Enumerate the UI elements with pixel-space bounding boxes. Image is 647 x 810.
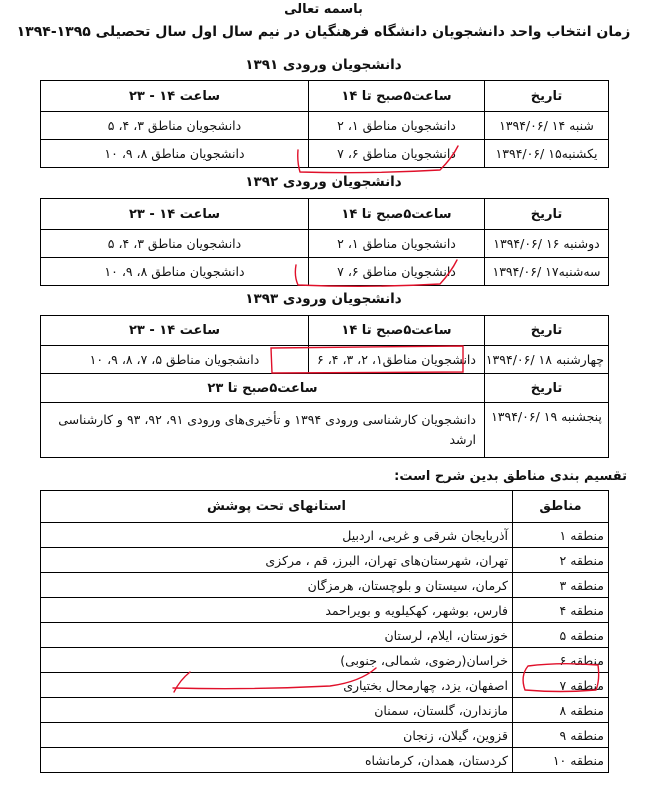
afternoon-cell: دانشجویان مناطق ۸، ۹، ۱۰ [41,258,309,286]
basmala: باسمه تعالی [284,2,363,17]
region-provinces: آذربایجان شرقی و غربی، اردبیل [41,523,513,548]
regions-intro: تقسیم بندی مناطق بدین شرح است: [394,469,627,484]
afternoon-cell: دانشجویان مناطق ۸، ۹، ۱۰ [41,140,309,168]
region-provinces: خراسان(رضوی، شمالی، جنوبی) [41,648,513,673]
col-header-date: تاریخ [485,81,609,112]
table-row [41,573,609,598]
morning-cell: دانشجویان مناطق ۱، ۲ [309,230,485,258]
afternoon-cell: دانشجویان مناطق ۳، ۴، ۵ [41,112,309,140]
table-row [41,140,609,168]
region-provinces: قزوین، گیلان، زنجان [41,723,513,748]
date-cell: چهارشنبه ۱۸ /۱۳۹۴/۰۶ [485,346,609,374]
schedule-table-1393 [40,315,609,458]
date-cell: شنبه ۱۴ /۱۳۹۴/۰۶ [485,112,609,140]
date-cell: سه‌شنبه۱۷ /۱۳۹۴/۰۶ [485,258,609,286]
table-row [41,748,609,773]
region-name: منطقه ۳ [513,573,609,598]
col-header-date: تاریخ [485,199,609,230]
cohort-1392-title: دانشجویان ورودی ۱۳۹۲ [245,174,402,190]
region-name: منطقه ۲ [513,548,609,573]
afternoon-cell: دانشجویان مناطق ۳، ۴، ۵ [41,230,309,258]
region-provinces: فارس، بوشهر، کهکیلویه و بویراحمد [41,598,513,623]
cohort-1393-title: دانشجویان ورودی ۱۳۹۳ [245,291,402,307]
cohort-1391-title: دانشجویان ورودی ۱۳۹۱ [245,57,402,73]
region-provinces: تهران، شهرستان‌های تهران، البرز، قم ، مرکزی [41,548,513,573]
region-name: منطقه ۸ [513,698,609,723]
table-row [41,673,609,698]
col-header-region: مناطق [513,491,609,523]
region-name: منطقه ۱۰ [513,748,609,773]
region-name: منطقه ۹ [513,723,609,748]
table-row [41,523,609,548]
table-row [41,623,609,648]
morning-cell: دانشجویان مناطق ۱، ۲ [309,112,485,140]
morning-cell: دانشجویان مناطق۱، ۲، ۳، ۴، ۶ [309,346,485,374]
col-header-afternoon: ساعت ۱۴ - ۲۳ [41,316,309,346]
col-header-date: تاریخ [485,316,609,346]
col-header-morning: ساعت۵صبح تا ۱۴ [309,199,485,230]
morning-cell: دانشجویان مناطق ۶، ۷ [309,140,485,168]
region-provinces: کرمان، سیستان و بلوچستان، هرمزگان [41,573,513,598]
region-name: منطقه ۵ [513,623,609,648]
row2-description: دانشجویان کارشناسی ورودی ۱۳۹۴ و تأخیری‌های ورودی ۹۱، ۹۲، ۹۳ و کارشناسی ارشد [41,403,485,458]
table-row [41,230,609,258]
date-cell: یکشنبه۱۵ /۱۳۹۴/۰۶ [485,140,609,168]
table-row [41,258,609,286]
region-name: منطقه ۱ [513,523,609,548]
region-name: منطقه ۶ [513,648,609,673]
region-provinces: مازندارن، گلستان، سمنان [41,698,513,723]
date-cell: پنجشنبه ۱۹ /۱۳۹۴/۰۶ [485,403,609,458]
col-header-provinces: استانهای تحت پوشش [41,491,513,523]
afternoon-cell: دانشجویان مناطق ۵، ۷، ۸، ۹، ۱۰ [41,346,309,374]
row2-date-header: تاریخ [485,374,609,403]
col-header-morning: ساعت۵صبح تا ۱۴ [309,81,485,112]
col-header-afternoon: ساعت ۱۴ - ۲۳ [41,199,309,230]
region-provinces: خوزستان، ایلام، لرستان [41,623,513,648]
row2-time-header: ساعت۵صبح تا ۲۳ [41,374,485,403]
table-row [41,648,609,673]
morning-cell: دانشجویان مناطق ۶، ۷ [309,258,485,286]
date-cell: دوشنبه ۱۶ /۱۳۹۴/۰۶ [485,230,609,258]
region-name: منطقه ۴ [513,598,609,623]
schedule-table-1391 [40,80,609,168]
table-row [41,723,609,748]
col-header-morning: ساعت۵صبح تا ۱۴ [309,316,485,346]
table-row [41,698,609,723]
schedule-table-1392 [40,198,609,286]
page-title: زمان انتخاب واحد دانشجویان دانشگاه فرهنگیان در نیم سال اول سال تحصیلی ۱۳۹۵-۱۳۹۴ [16,24,631,40]
region-provinces: اصفهان، یزد، چهارمحال بختیاری [41,673,513,698]
table-row [41,346,609,374]
regions-table [40,490,609,773]
table-row [41,112,609,140]
col-header-afternoon: ساعت ۱۴ - ۲۳ [41,81,309,112]
table-row [41,548,609,573]
region-provinces: کردستان، همدان، کرمانشاه [41,748,513,773]
table-row [41,598,609,623]
table-row [41,403,609,458]
region-name: منطقه ۷ [513,673,609,698]
